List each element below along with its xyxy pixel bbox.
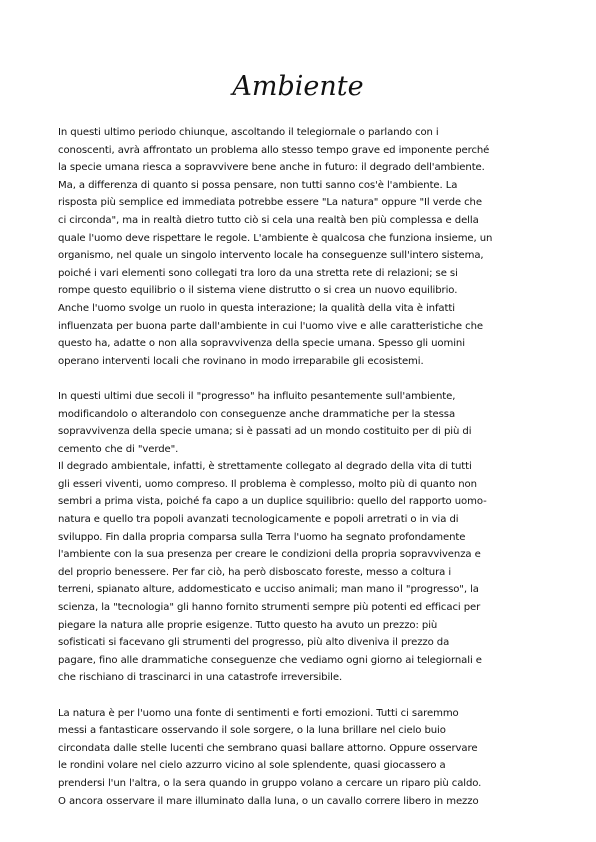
- text-line: sviluppo. Fin dalla propria comparsa sulla Terra l'uomo ha segnato profondamente: [58, 531, 466, 543]
- text-line: influenzata per buona parte dall'ambiente in cui l'uomo vive e alle caratteristiche che: [58, 320, 483, 332]
- text-line: quale l'uomo deve rispettare le regole. L'ambiente è qualcosa che funziona insieme, un: [58, 232, 493, 244]
- text-line: O ancora osservare il mare illuminato dalla luna, o un cavallo correre libero in mezzo: [58, 795, 479, 807]
- text-line: che rischiano di trascinarci in una catastrofe irreversibile.: [58, 672, 343, 684]
- text-line: ci circonda", ma in realtà dietro tutto ciò si cela una realtà ben più complessa e della: [58, 214, 479, 226]
- text-line: scienza, la "tecnologia" gli hanno fornito strumenti sempre più potenti ed efficaci per: [58, 602, 481, 614]
- document-body: [58, 124, 538, 810]
- text-line: operano interventi locali che rovinano in modo irreparabile gli ecosistemi.: [58, 355, 424, 367]
- text-line: del proprio benessere. Per far ciò, ha però disboscato foreste, messo a coltura i: [58, 566, 452, 578]
- text-line: conoscenti, avrà affrontato un problema allo stesso tempo grave ed imponente perché: [58, 144, 490, 156]
- text-line: gli esseri viventi, uomo compreso. Il problema è complesso, molto più di quanto non: [58, 478, 477, 490]
- document-title: Ambiente: [232, 71, 364, 102]
- text-line: rompe questo equilibrio o il sistema viene distrutto o si crea un nuovo equilibrio.: [58, 285, 458, 297]
- text-line: Anche l'uomo svolge un ruolo in questa interazione; la qualità della vita è infatti: [58, 302, 455, 314]
- text-line: In questi ultimi due secoli il "progresso" ha influito pesantemente sull'ambiente,: [58, 390, 456, 402]
- text-line: sofisticati si facevano gli strumenti del progresso, più alto diveniva il prezzo da: [58, 637, 450, 649]
- text-line: questo ha, adatte o non alla sopravvivenza della specie umana. Spesso gli uomini: [58, 338, 465, 350]
- text-line: organismo, nel quale un singolo intervento locale ha conseguenze sull'intero sistema,: [58, 250, 484, 262]
- text-line: La natura è per l'uomo una fonte di sentimenti e forti emozioni. Tutti ci saremmo: [58, 707, 459, 719]
- text-line: poiché i vari elementi sono collegati tra loro da una stretta rete di relazioni; se si: [58, 267, 458, 279]
- text-line: piegare la natura alle proprie esigenze. Tutto questo ha avuto un prezzo: più: [58, 619, 438, 631]
- text-line: modificandolo o alterandolo con conseguenze anche drammatiche per la stessa: [58, 408, 456, 420]
- text-line: terreni, spianato alture, addomesticato e ucciso animali; man mano il "progresso", la: [58, 584, 479, 596]
- text-line: cemento che di "verde".: [58, 443, 179, 455]
- text-line: prendersi l'un l'altra, o la sera quando in gruppo volano a cercare un riparo più caldo.: [58, 777, 482, 789]
- text-line: In questi ultimo periodo chiunque, ascoltando il telegiornale o parlando con i: [58, 127, 439, 138]
- paragraph-gap: [58, 370, 538, 388]
- text-line: risposta più semplice ed immediata potrebbe essere "La natura" oppure "Il verde che: [58, 197, 482, 209]
- text-line: messi a fantasticare osservando il sole sorgere, o la luna brillare nel cielo buio: [58, 725, 446, 737]
- text-line: l'ambiente con la sua presenza per creare le condizioni della propria sopravvivenza e: [58, 549, 481, 561]
- text-line: Ma, a differenza di quanto si possa pensare, non tutti sanno cos'è l'ambiente. La: [58, 179, 458, 191]
- paragraph-gap: [58, 687, 538, 705]
- text-line: le rondini volare nel cielo azzurro vicino al sole splendente, quasi giocassero a: [58, 760, 446, 772]
- text-line: la specie umana riesca a sopravvivere bene anche in futuro: il degrado dell'ambiente.: [58, 162, 485, 174]
- text-line: sembri a prima vista, poiché fa capo a un duplice squilibrio: quello del rapporto uomo-: [58, 496, 487, 508]
- text-line: circondata dalle stelle lucenti che sembrano quasi ballare attorno. Oppure osservare: [58, 742, 478, 754]
- text-line: sopravvivenza della specie umana; si è passati ad un mondo costituito per di più di: [58, 426, 472, 438]
- text-line: natura e quello tra popoli avanzati tecnologicamente e popoli arretrati o in via di: [58, 514, 459, 526]
- text-line: pagare, fino alle drammatiche conseguenze che vediamo ogni giorno ai telegiornali e: [58, 654, 482, 666]
- text-line: Il degrado ambientale, infatti, è strettamente collegato al degrado della vita di tutti: [58, 461, 472, 473]
